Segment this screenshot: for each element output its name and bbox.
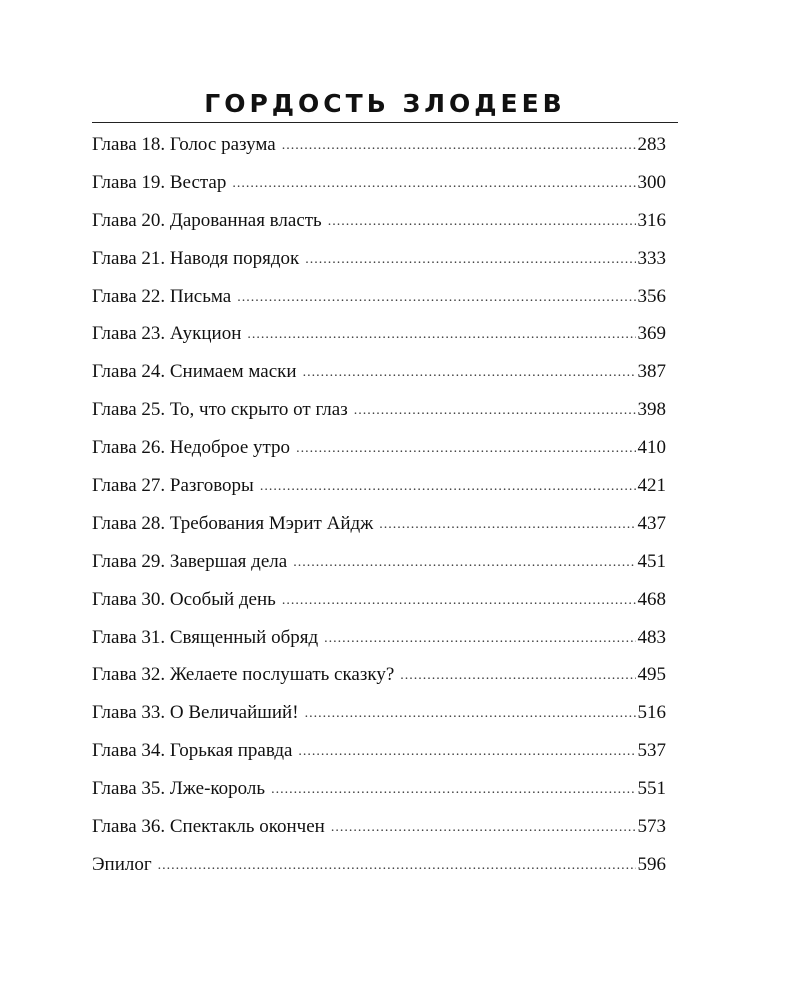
toc-entry — [92, 812, 666, 850]
toc-entry-title: Глава 25. То, что скрыто от глаз — [92, 399, 348, 421]
dot-leader — [237, 283, 635, 313]
toc-entry-title: Глава 26. Недоброе утро — [92, 437, 291, 459]
toc-entry-title: Глава 29. Завершая дела — [92, 550, 288, 572]
toc-entry-title: Глава 24. Снимаем маски — [92, 361, 297, 383]
toc-entry — [92, 471, 666, 509]
toc-entry — [92, 698, 666, 736]
toc-entry-title: Глава 31. Священный обряд — [92, 626, 319, 648]
dot-leader — [293, 548, 635, 578]
toc-entry-page: 333 — [637, 247, 666, 269]
toc-entry-page: 316 — [637, 209, 666, 231]
toc-entry-page: 410 — [637, 437, 666, 459]
dot-leader — [282, 586, 636, 616]
dot-leader — [298, 737, 635, 767]
toc-entry-title: Эпилог — [92, 853, 152, 875]
toc-entry-page: 369 — [637, 323, 666, 345]
toc-entry-title: Глава 20. Дарованная власть — [92, 209, 322, 231]
toc-entry-page: 551 — [637, 778, 666, 800]
toc-entry — [92, 319, 666, 357]
toc-entry-title: Глава 34. Горькая правда — [92, 740, 293, 762]
dot-leader — [324, 624, 635, 654]
table-of-contents — [92, 130, 666, 888]
toc-entry-title: Глава 28. Требования Мэрит Айдж — [92, 512, 374, 534]
running-header-title: ГОРДОСТЬ ЗЛОДЕЕВ — [204, 89, 566, 118]
toc-entry — [92, 850, 666, 888]
dot-leader — [379, 510, 635, 540]
toc-entry-page: 451 — [637, 550, 666, 572]
toc-entry-title: Глава 33. О Величайший! — [92, 702, 299, 724]
toc-entry-title: Глава 35. Лже-король — [92, 778, 266, 800]
toc-entry-page: 468 — [637, 588, 666, 610]
toc-entry-page: 356 — [637, 285, 666, 307]
toc-entry-title: Глава 19. Вестар — [92, 171, 227, 193]
toc-entry-title: Глава 22. Письма — [92, 285, 232, 307]
toc-entry — [92, 206, 666, 244]
dot-leader — [296, 434, 635, 464]
dot-leader — [328, 207, 636, 237]
toc-entry-page: 437 — [637, 512, 666, 534]
toc-entry — [92, 623, 666, 661]
toc-entry-page: 537 — [637, 740, 666, 762]
toc-entry-title: Глава 21. Наводя порядок — [92, 247, 300, 269]
dot-leader — [158, 851, 636, 881]
toc-entry-page: 596 — [637, 853, 666, 875]
toc-entry — [92, 395, 666, 433]
dot-leader — [354, 396, 636, 426]
toc-entry-page: 516 — [637, 702, 666, 724]
header-divider — [92, 122, 678, 123]
dot-leader — [282, 131, 636, 161]
toc-entry-page: 483 — [637, 626, 666, 648]
toc-entry-title: Глава 27. Разговоры — [92, 475, 254, 497]
toc-entry — [92, 547, 666, 585]
toc-entry-title: Глава 32. Желаете послушать сказку? — [92, 664, 395, 686]
toc-entry — [92, 168, 666, 206]
toc-entry — [92, 130, 666, 168]
toc-entry — [92, 509, 666, 547]
toc-entry — [92, 660, 666, 698]
toc-entry — [92, 585, 666, 623]
dot-leader — [247, 320, 635, 350]
toc-entry-page: 398 — [637, 399, 666, 421]
dot-leader — [232, 169, 635, 199]
toc-entry-title: Глава 36. Спектакль окончен — [92, 816, 325, 838]
dot-leader — [305, 245, 635, 275]
toc-entry-title: Глава 30. Особый день — [92, 588, 276, 610]
toc-entry — [92, 774, 666, 812]
toc-entry — [92, 282, 666, 320]
toc-entry-page: 421 — [637, 475, 666, 497]
dot-leader — [400, 661, 635, 691]
toc-entry-title: Глава 23. Аукцион — [92, 323, 242, 345]
toc-entry-page: 495 — [637, 664, 666, 686]
dot-leader — [260, 472, 636, 502]
toc-entry-page: 573 — [637, 816, 666, 838]
dot-leader — [331, 813, 636, 843]
toc-entry — [92, 244, 666, 282]
toc-entry-page: 300 — [637, 171, 666, 193]
toc-entry — [92, 433, 666, 471]
toc-entry — [92, 357, 666, 395]
dot-leader — [271, 775, 635, 805]
dot-leader — [303, 358, 636, 388]
toc-entry-title: Глава 18. Голос разума — [92, 134, 276, 155]
toc-entry — [92, 736, 666, 774]
toc-entry-page: 283 — [637, 134, 666, 155]
dot-leader — [305, 699, 636, 729]
toc-entry-page: 387 — [637, 361, 666, 383]
